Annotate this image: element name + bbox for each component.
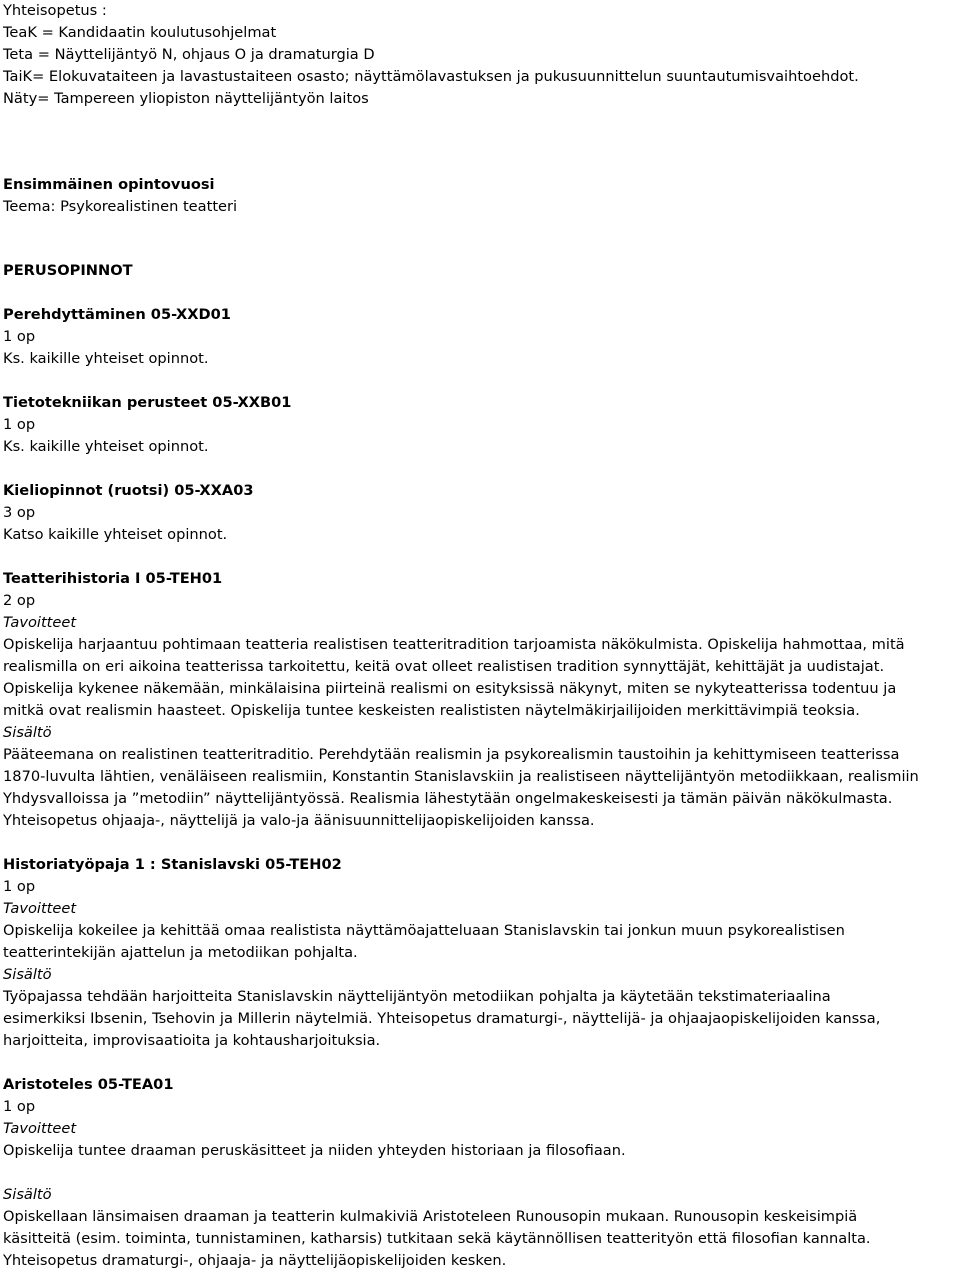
- course-title: Perehdyttäminen 05-XXD01: [3, 306, 231, 323]
- course-historiatyopaja: [3, 854, 958, 1052]
- goals-label: Tavoitteet: [3, 614, 77, 631]
- goals-label: Tavoitteet: [3, 900, 77, 917]
- goals-text: Opiskelija tuntee draaman peruskäsitteet ja niiden yhteyden historiaan ja filosofiaan.: [3, 1142, 626, 1159]
- content-text: Työpajassa tehdään harjoitteita Stanislavskin näyttelijäntyön metodiikan pohjalta ja käytetään tekstimateriaalina: [3, 988, 831, 1005]
- spacer: [3, 218, 958, 240]
- course-note: Ks. kaikille yhteiset opinnot.: [3, 438, 209, 455]
- content-text: Yhteisopetus ohjaaja-, näyttelijä ja valo-ja äänisuunnittelijaopiskelijoiden kanssa.: [3, 812, 595, 829]
- goals-text: Opiskelija kokeilee ja kehittää omaa realistista näyttämöajatteluaan Stanislavskin tai jonkun muun psykorealistisen: [3, 922, 845, 939]
- spacer: [3, 458, 958, 480]
- course-kieliopinnot: [3, 480, 958, 546]
- course-credits: 1 op: [3, 878, 36, 895]
- content-label: Sisältö: [3, 724, 52, 741]
- spacer: [3, 1162, 958, 1184]
- course-tietotekniikka: [3, 392, 958, 458]
- content-text: Yhdysvalloissa ja ”metodiin” näyttelijäntyössä. Realismia lähestytään ongelmakeskeisesti ja tämän päivän näkökulmasta.: [3, 790, 893, 807]
- content-text: käsitteitä (esim. toiminta, tunnistaminen, katharsis) tutkitaan sekä käytännöllisen teatterityön että filosofian kannalta.: [3, 1230, 871, 1247]
- content-label: Sisältö: [3, 966, 52, 983]
- goals-text: realismilla on eri aikoina teatterissa tarkoitettu, keitä ovat olleet realistisen tradition synnyttäjät, kehittäjät ja uudistajat.: [3, 658, 885, 675]
- content-text: Yhteisopetus dramaturgi-, ohjaaja- ja näyttelijäopiskelijoiden kesken.: [3, 1252, 507, 1269]
- document-page: [3, 0, 958, 1272]
- goals-text: mitkä ovat realismin haasteet. Opiskelija tuntee keskeisten realististen näytelmäkirjailijoiden merkittävimpiä teoksia.: [3, 702, 860, 719]
- year-heading: [3, 174, 958, 218]
- course-title: Teatterihistoria I 05-TEH01: [3, 570, 223, 587]
- course-credits: 1 op: [3, 1098, 36, 1115]
- course-teatterihistoria: [3, 568, 958, 832]
- content-text: Pääteemana on realistinen teatteritraditio. Perehdytään realismin ja psykorealismin taustoihin ja kehittymiseen teatterissa: [3, 746, 900, 763]
- course-perehdyttaminen: [3, 304, 958, 370]
- legend-heading: Yhteisopetus :: [3, 2, 107, 19]
- content-text: harjoitteita, improvisaatioita ja kohtausharjoituksia.: [3, 1032, 381, 1049]
- spacer: [3, 1052, 958, 1074]
- year-title: Ensimmäinen opintovuosi: [3, 176, 215, 193]
- goals-text: teatterintekijän ajattelun ja metodiikan pohjalta.: [3, 944, 358, 961]
- spacer: [3, 546, 958, 568]
- section-title: PERUSOPINNOT: [3, 262, 133, 279]
- course-note: Ks. kaikille yhteiset opinnot.: [3, 350, 209, 367]
- goals-text: Opiskelija harjaantuu pohtimaan teatteria realistisen teatteritradition tarjoamista näkökulmista. Opiskelija hahmottaa, mitä: [3, 636, 905, 653]
- spacer: [3, 110, 958, 174]
- legend-naty: Näty= Tampereen yliopiston näyttelijäntyön laitos: [3, 90, 369, 107]
- course-title: Historiatyöpaja 1 : Stanislavski 05-TEH02: [3, 856, 342, 873]
- legend-teta: Teta = Näyttelijäntyö N, ohjaus O ja dramaturgia D: [3, 46, 375, 63]
- spacer: [3, 370, 958, 392]
- legend-taik: TaiK= Elokuvataiteen ja lavastustaiteen osasto; näyttämölavastuksen ja pukusuunnittelun suuntautumisvaihtoehdot.: [3, 68, 859, 85]
- goals-text: Opiskelija kykenee näkemään, minkälaisina piirteinä realismi on esityksissä näkynyt, miten se nykyteatterissa todentuu ja: [3, 680, 897, 697]
- course-credits: 1 op: [3, 416, 36, 433]
- course-credits: 3 op: [3, 504, 36, 521]
- content-text: esimerkiksi Ibsenin, Tsehovin ja Millerin näytelmiä. Yhteisopetus dramaturgi-, näyttelijä- ja ohjaajaopiskelijoiden kanssa,: [3, 1010, 881, 1027]
- course-aristoteles: [3, 1074, 958, 1272]
- spacer: [3, 832, 958, 854]
- content-text: 1870-luvulta lähtien, venäläiseen realismiin, Konstantin Stanislavskiin ja realistiseen näyttelijäntyön metodiikkaan, realismiin: [3, 768, 919, 785]
- legend: [3, 0, 958, 110]
- course-title: Tietotekniikan perusteet 05-XXB01: [3, 394, 292, 411]
- course-title: Aristoteles 05-TEA01: [3, 1076, 174, 1093]
- legend-teak: TeaK = Kandidaatin koulutusohjelmat: [3, 24, 277, 41]
- spacer: [3, 282, 958, 304]
- content-label: Sisältö: [3, 1186, 52, 1203]
- course-credits: 2 op: [3, 592, 36, 609]
- course-title: Kieliopinnot (ruotsi) 05-XXA03: [3, 482, 254, 499]
- course-note: Katso kaikille yhteiset opinnot.: [3, 526, 228, 543]
- content-text: Opiskellaan länsimaisen draaman ja teatterin kulmakiviä Aristoteleen Runousopin mukaan. Runousopin keskeisimpiä: [3, 1208, 858, 1225]
- year-theme: Teema: Psykorealistinen teatteri: [3, 198, 238, 215]
- goals-label: Tavoitteet: [3, 1120, 77, 1137]
- course-credits: 1 op: [3, 328, 36, 345]
